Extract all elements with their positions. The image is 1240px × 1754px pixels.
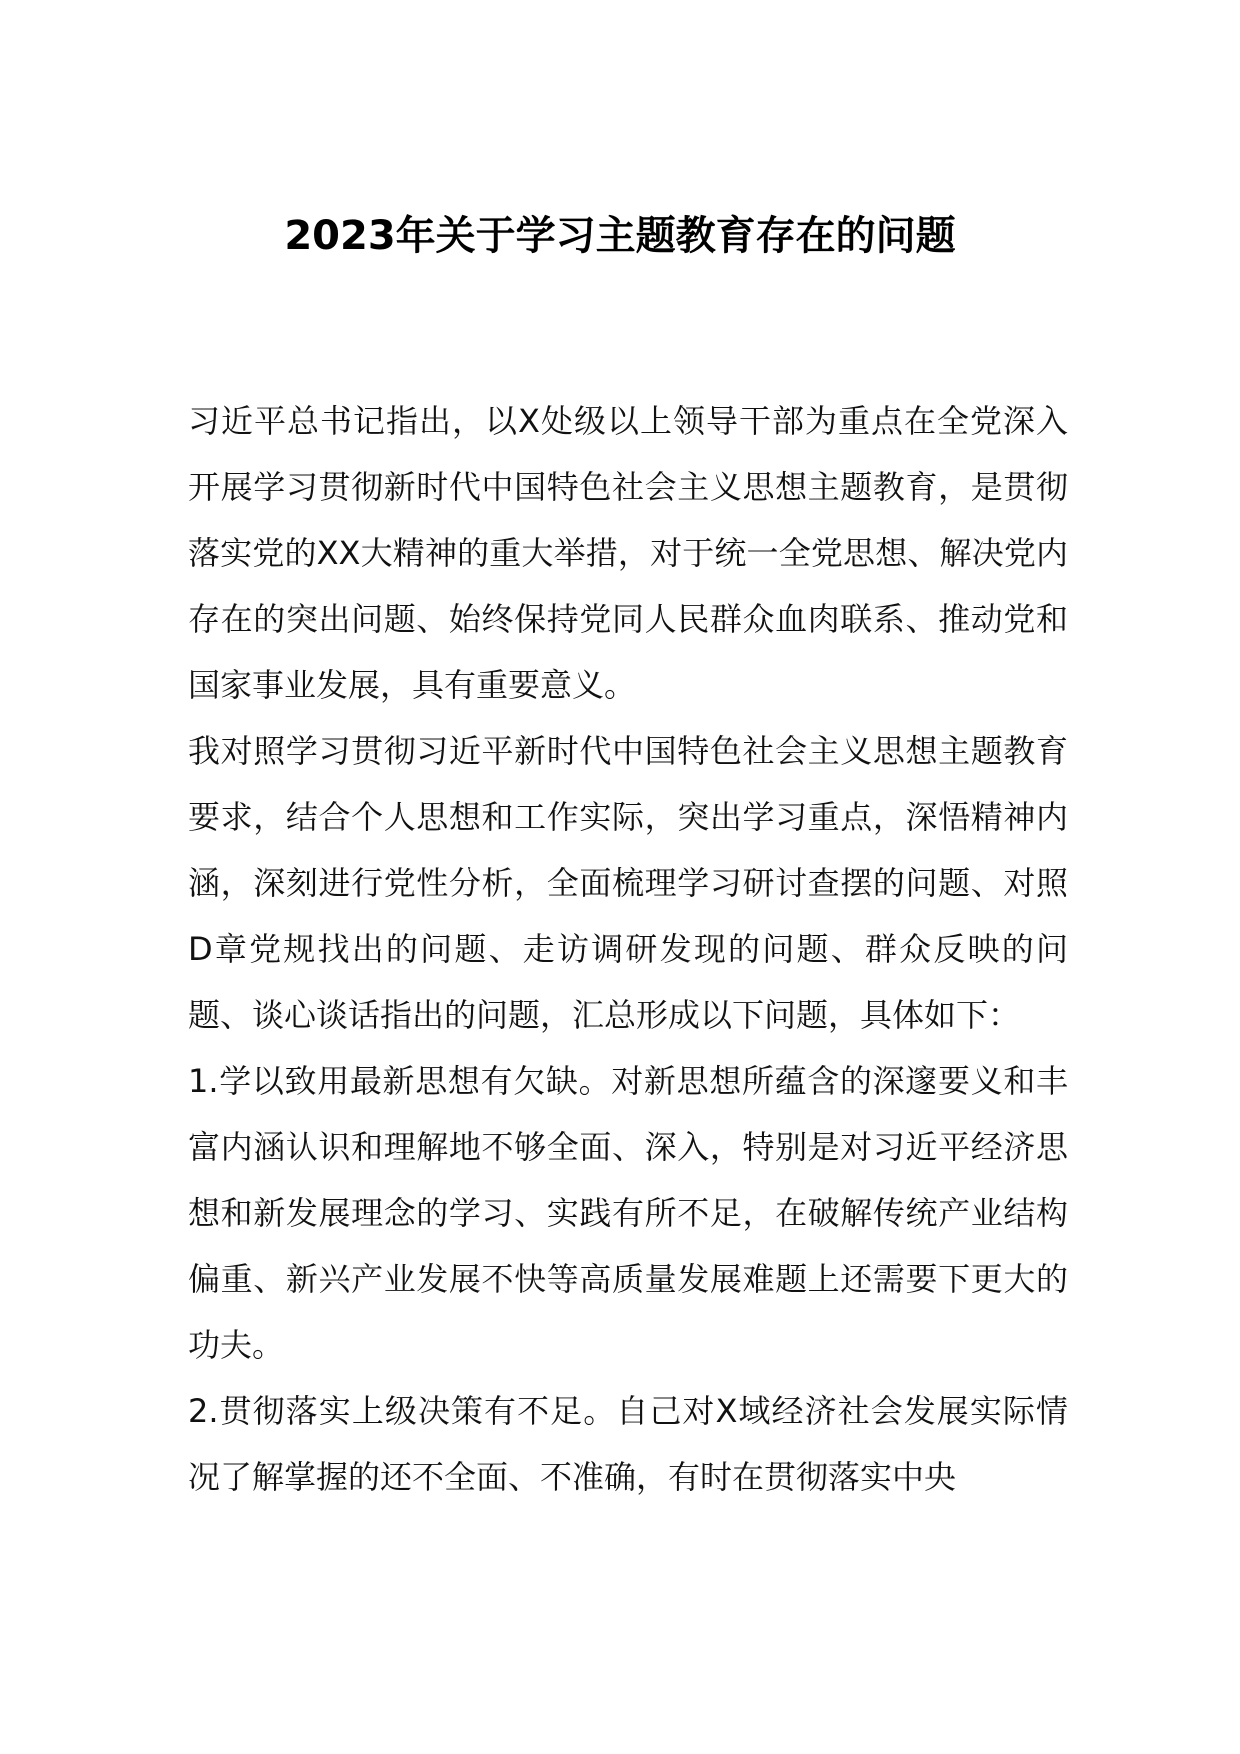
paragraph-self-review: 我对照学习贯彻习近平新时代中国特色社会主义思想主题教育要求，结合个人思想和工作实际，突出学习重点，深悟精神内涵，深刻进行党性分析，全面梳理学习研讨查摆的问题、对照D章党规找出的问题、走访调研发现的问题、群众反映的问题、谈心谈话指出的问题，汇总形成以下问题，具体如下：: [188, 732, 1068, 1034]
paragraph-issue-2: 2.贯彻落实上级决策有不足。自己对X域经济社会发展实际情况了解掌握的还不全面、不准确，有时在贯彻落实中央: [188, 1392, 1068, 1496]
paragraph-issue-1: 1.学以致用最新思想有欠缺。对新思想所蕴含的深邃要义和丰富内涵认识和理解地不够全面、深入，特别是对习近平经济思想和新发展理念的学习、实践有所不足，在破解传统产业结构偏重、新兴产业发展不快等高质量发展难题上还需要下更大的功夫。: [188, 1062, 1068, 1364]
paragraph-intro: 习近平总书记指出，以X处级以上领导干部为重点在全党深入开展学习贯彻新时代中国特色社会主义思想主题教育，是贯彻落实党的XX大精神的重大举措，对于统一全党思想、解决党内存在的突出问题、始终保持党同人民群众血肉联系、推动党和国家事业发展，具有重要意义。: [188, 402, 1068, 704]
document-title: 2023年关于学习主题教育存在的问题: [284, 213, 956, 259]
document-body: [188, 388, 1068, 1510]
